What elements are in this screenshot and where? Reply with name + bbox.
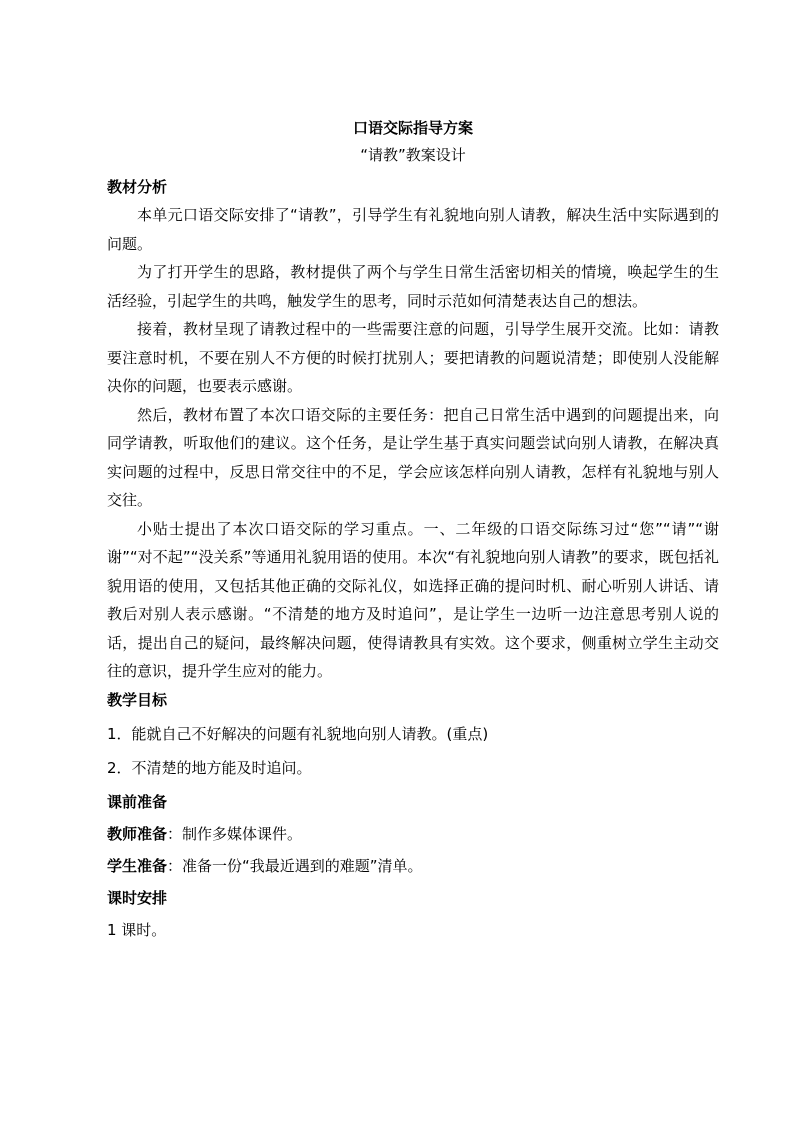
teacher-preparation-text: ：制作多媒体课件。 — [167, 824, 303, 843]
student-preparation-label: 学生准备 — [107, 856, 168, 875]
document-subtitle: “请教”教案设计 — [360, 146, 466, 164]
goal-item-1: 1．能就自己不好解决的问题有礼貌地向别人请教。(重点) — [107, 724, 489, 743]
goal-item-2: 2．不清楚的地方能及时追问。 — [107, 758, 312, 777]
document-page — [107, 115, 719, 948]
paragraph-material-1: 本单元口语交际安排了“请教”，引导学生有礼貌地向别人请教，解决生活中实际遇到的问题。 — [107, 206, 719, 253]
student-preparation-text: ：准备一份“我最近遇到的难题”清单。 — [167, 856, 423, 875]
heading-class-schedule: 课时安排 — [107, 888, 168, 907]
paragraph-material-3: 接着，教材呈现了请教过程中的一些需要注意的问题，引导学生展开交流。比如：请教要注意时机，不要在别人不方便的时候打扰别人；要把请教的问题说清楚；即使别人没能解决你的问题，也要表示感谢。 — [107, 320, 719, 395]
paragraph-material-4: 然后，教材布置了本次口语交际的主要任务：把自己日常生活中遇到的问题提出来，向同学请教，听取他们的建议。这个任务，是让学生基于真实问题尝试向别人请教，在解决真实问题的过程中，反思日常交往中的不足，学会应该怎样向别人请教，怎样有礼貌地与别人交往。 — [107, 405, 719, 509]
paragraph-material-2: 为了打开学生的思路，教材提供了两个与学生日常生活密切相关的情境，唤起学生的生活经验，引起学生的共鸣，触发学生的思考，同时示范如何清楚表达自己的想法。 — [107, 263, 719, 310]
student-preparation — [107, 852, 719, 880]
document-title: 口语交际指导方案 — [352, 119, 473, 137]
heading-class-preparation: 课前准备 — [107, 792, 168, 811]
heading-material-analysis: 教材分析 — [107, 178, 168, 196]
paragraph-material-5: 小贴士提出了本次口语交际的学习重点。一、二年级的口语交际练习过“您”“请”“谢谢”“对不起”“没关系”等通用礼貌用语的使用。本次“有礼貌地向别人请教”的要求，既包括礼貌用语的使用，又包括其他正确的交际礼仪，如选择正确的提问时机、耐心听别人讲话、请教后对别人表示感谢。“不清楚的地方及时追问”，是让学生一边听一边注意思考别人说的话，提出自己的疑问，最终解决问题，使得请教具有实效。这个要求，侧重树立学生主动交往的意识，提升学生应对的能力。 — [107, 519, 719, 680]
heading-teaching-goals: 教学目标 — [107, 690, 168, 709]
teacher-preparation-label: 教师准备 — [107, 824, 168, 843]
class-schedule-text: 1 课时。 — [107, 920, 167, 939]
teacher-preparation — [107, 820, 719, 848]
